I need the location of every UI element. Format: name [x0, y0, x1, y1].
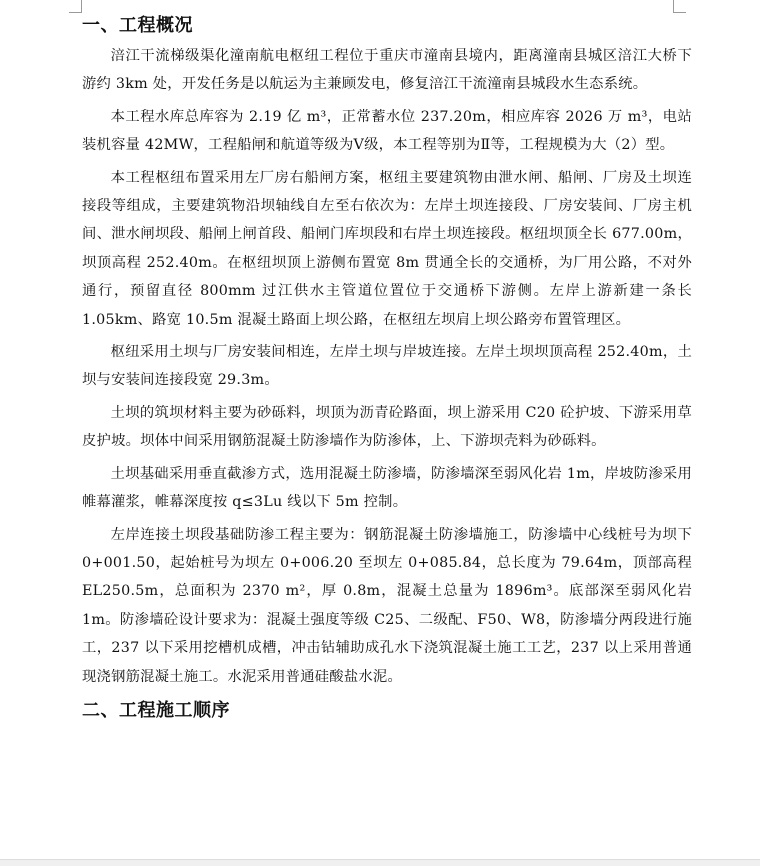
paragraph-reservoir: 本工程水库总库容为 2.19 亿 m³，正常蓄水位 237.20m，相应库容 2026 万 m³，电站装机容量 42MW，工程船闸和航道等级为Ⅴ级，本工程等别为Ⅱ等，工程规模为大（2）型。 — [82, 108, 692, 154]
section-heading-overview: 一、工程概况 — [82, 15, 193, 36]
paragraph-cutoff-wall: 左岸连接土坝段基础防渗工程主要为：钢筋混凝土防渗墙施工，防渗墙中心线桩号为坝下 0+001.50，起始桩号为坝左 0+006.20 至坝左 0+085.84，总长度为 79.64m，顶部高程 EL250.5m，总面积为 2370 m²，厚 0.8m，混凝土总量为 1896m³。底部深至弱风化岩 1m。防渗墙砼设计要求为：混凝土强度等级 C25、二级配、F50、W8，防渗墙分两段进行施工，237 以下采用挖槽机成槽，冲击钻辅助成孔水下浇筑混凝土施工工艺，237 以上采用普通现浇钢筋混凝土施工。水泥采用普通硅酸盐水泥。 — [82, 526, 692, 685]
page-corner-mark-left — [69, 0, 82, 13]
document-page — [82, 10, 692, 727]
paragraph-dam-material: 土坝的筑坝材料主要为砂砾料，坝顶为沥青砼路面，坝上游采用 C20 砼护坡、下游采用草皮护坡。坝体中间采用钢筋混凝土防渗墙作为防渗体，上、下游坝壳料为砂砾料。 — [82, 404, 692, 450]
paragraph-location: 涪江干流梯级渠化潼南航电枢纽工程位于重庆市潼南县境内，距离潼南县城区涪江大桥下游约 3km 处，开发任务是以航运为主兼顾发电，修复涪江干流潼南县城段水生态系统。 — [82, 48, 692, 93]
paragraph-earth-dam: 枢纽采用土坝与厂房安装间相连，左岸土坝与岸坡连接。左岸土坝坝顶高程 252.40m，土坝与安装间连接段宽 29.3m。 — [82, 344, 692, 389]
paragraph-layout: 本工程枢纽布置采用左厂房右船闸方案，枢纽主要建筑物由泄水闸、船闸、厂房及土坝连接段等组成，主要建筑物沿坝轴线自左至右依次为：左岸土坝连接段、厂房安装间、厂房主机间、泄水闸坝段、船闸上闸首段、船闸门库坝段和右岸土坝连接段。枢纽坝顶全长 677.00m，坝顶高程 252.40m。在枢纽坝顶上游侧布置宽 8m 贯通全长的交通桥，为厂用公路，不对外通行，预留直径 800mm 过江供水主管道位置位于交通桥下游侧。左岸上游新建一条长 1.05km、路宽 10.5m 混凝土路面上坝公路，在枢纽左坝肩上坝公路旁布置管理区。 — [82, 169, 692, 328]
paragraph-foundation: 土坝基础采用垂直截渗方式，选用混凝土防渗墙，防渗墙深至弱风化岩 1m，岸坡防渗采用帷幕灌浆，帷幕深度按 q≤3Lu 线以下 5m 控制。 — [82, 465, 692, 511]
section-heading-sequence: 二、工程施工顺序 — [82, 699, 230, 721]
